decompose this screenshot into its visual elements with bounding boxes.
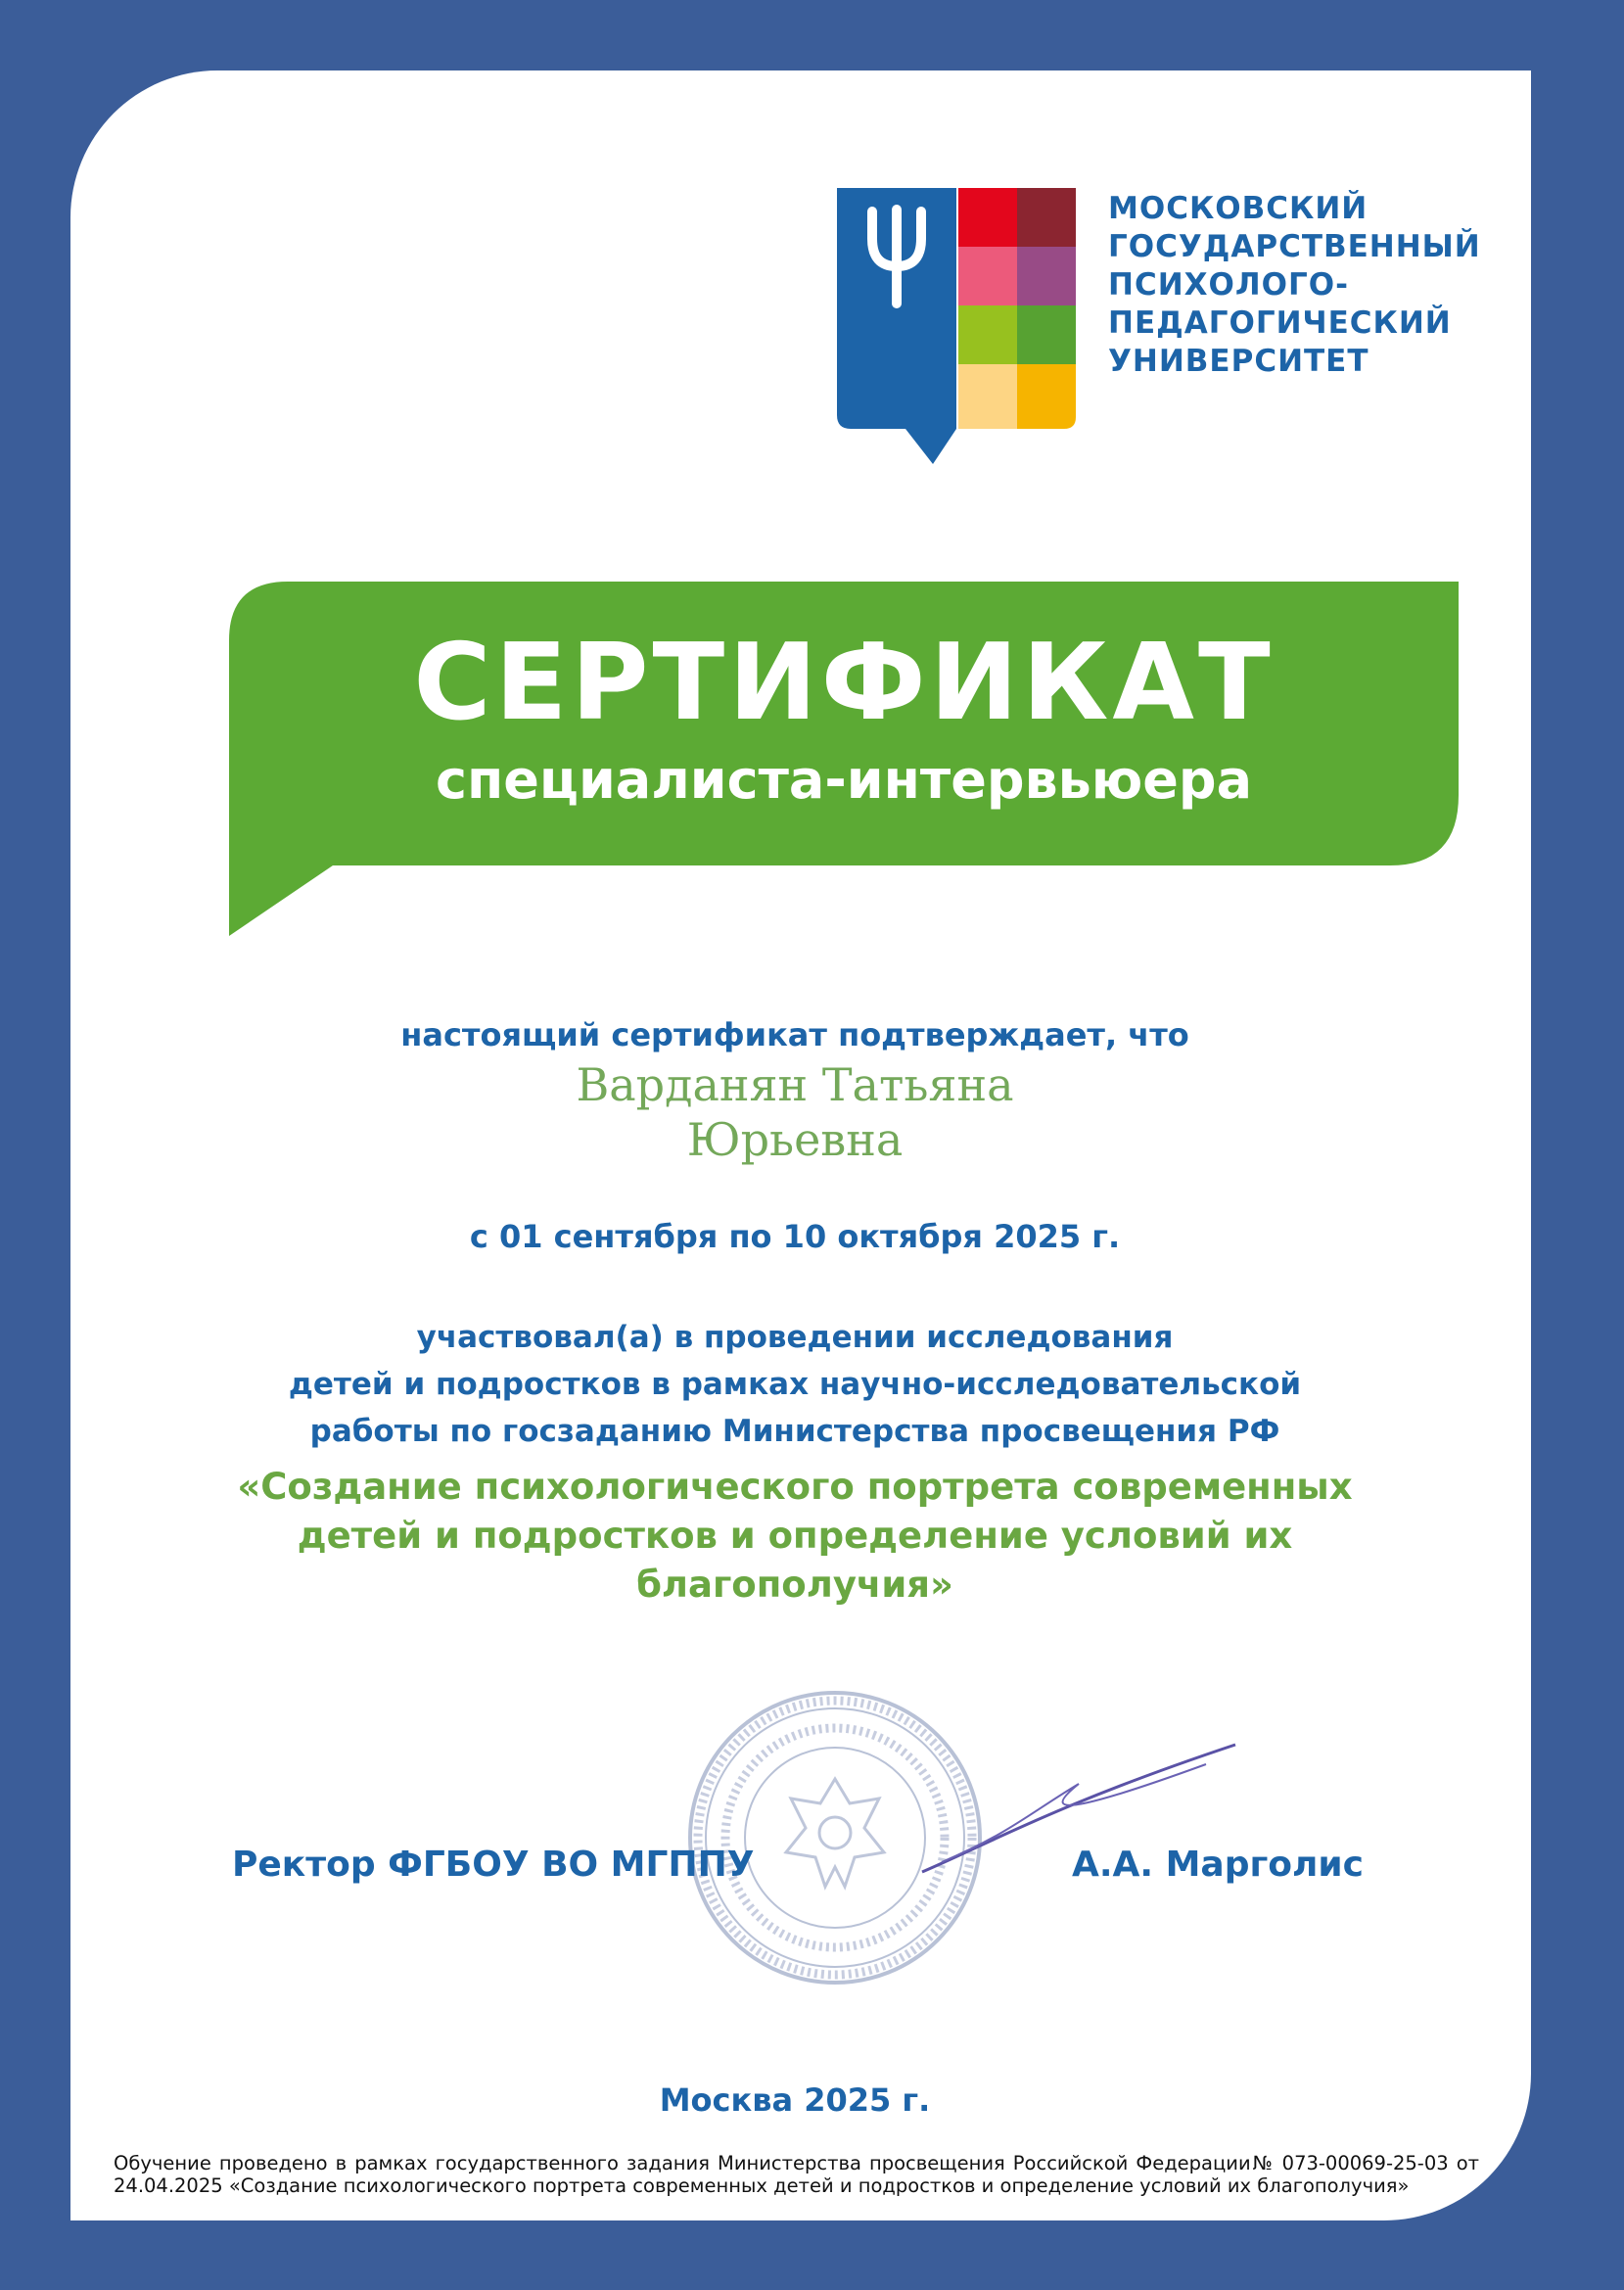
project-title-line: детей и подростков и определение условий их bbox=[297, 1515, 1293, 1557]
project-title-line: благополучия» bbox=[636, 1564, 953, 1606]
certificate-banner bbox=[229, 582, 1459, 936]
university-name-line: ГОСУДАРСТВЕННЫЙ bbox=[1108, 229, 1481, 264]
university-name-line: УНИВЕРСИТЕТ bbox=[1108, 344, 1369, 379]
signer-name: А.А. Марголис bbox=[1072, 1845, 1364, 1885]
university-name-line: МОСКОВСКИЙ bbox=[1108, 191, 1369, 226]
university-name-line: ПСИХОЛОГО- bbox=[1108, 267, 1349, 303]
certificate-sheet bbox=[70, 70, 1531, 2220]
participation-description bbox=[168, 1314, 1421, 1455]
university-name bbox=[1108, 190, 1519, 381]
recipient-name-line: Варданян Татьяна bbox=[576, 1058, 1014, 1111]
description-line: детей и подростков в рамках научно-исследовательской bbox=[288, 1367, 1302, 1402]
project-title bbox=[168, 1463, 1421, 1610]
footnote: Обучение проведено в рамках государственного задания Министерства просвещения Российской Федерации№ 073-00069-25-03 от 24.04.2025 «Создание психологического портрета современных детей и подростков и определение условий их благополучия» bbox=[114, 2152, 1479, 2197]
psi-flag-logo-icon bbox=[837, 188, 1088, 464]
recipient-name-line: Юрьевна bbox=[686, 1113, 904, 1166]
description-line: участвовал(а) в проведении исследования bbox=[416, 1320, 1174, 1355]
description-line: работы по госзаданию Министерства просвещения РФ bbox=[309, 1414, 1280, 1449]
university-name-line: ПЕДАГОГИЧЕСКИЙ bbox=[1108, 305, 1452, 341]
certificate-subtitle: специалиста-интервьюера bbox=[435, 749, 1253, 811]
city-year: Москва 2025 г. bbox=[659, 2081, 931, 2119]
certificate-title: СЕРТИФИКАТ bbox=[413, 622, 1275, 744]
recipient-name bbox=[168, 1057, 1421, 1167]
rector-position: Ректор ФГБОУ ВО МГППУ bbox=[232, 1845, 755, 1885]
participation-dates: с 01 сентября по 10 октября 2025 г. bbox=[469, 1218, 1121, 1255]
confirm-text: настоящий сертификат подтверждает, что bbox=[400, 1016, 1189, 1053]
project-title-line: «Создание психологического портрета современных bbox=[237, 1466, 1353, 1508]
